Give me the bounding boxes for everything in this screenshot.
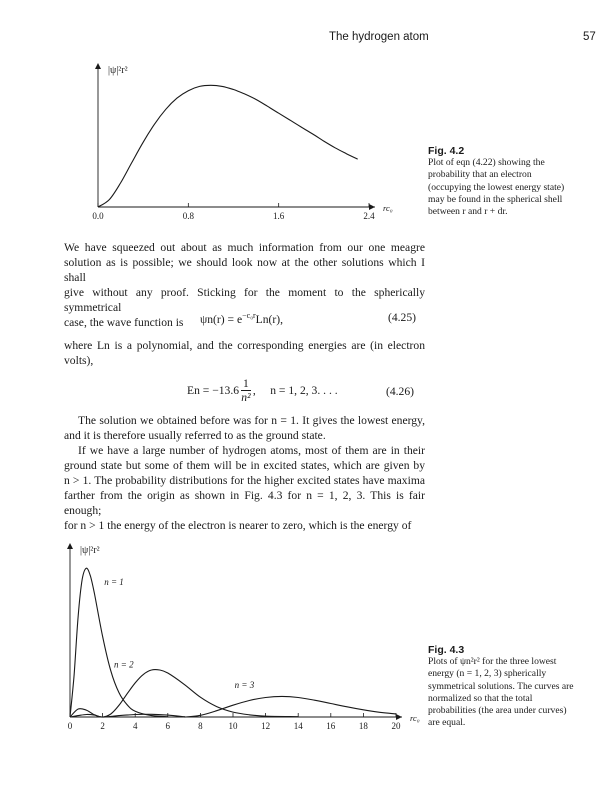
x-tick-label: 0: [67, 721, 73, 731]
x-tick-label: 10: [228, 721, 238, 731]
x-axis-label: rc₀: [383, 203, 393, 213]
figure-4-3-curves: [70, 568, 396, 717]
paragraph-line: n > 1. The probability distributions for the higher excited states have maxima: [64, 474, 425, 487]
paragraph-line: give without any proof. Sticking for the moment to the spherically symmetrical: [64, 286, 425, 314]
caption-line: are equal.: [428, 717, 466, 729]
paragraph-line: ground state but some of them will be in excited states, which are given by: [64, 459, 425, 472]
series-line-n1: [70, 568, 168, 717]
x-tick-label: 18: [358, 721, 368, 731]
equation-4-25-exponent: −c₀r: [242, 311, 256, 320]
caption-line: between r and r + dr.: [428, 206, 508, 218]
caption-line: probabilities (the area under curves): [428, 705, 567, 717]
x-tick-label: 12: [261, 721, 271, 731]
series-label: n = 1: [104, 577, 124, 587]
x-tick-label: 4: [132, 721, 138, 731]
y-axis-label: |ψ|²r²: [108, 65, 128, 76]
caption-line: Plots of ψn²r² for the three lowest: [428, 656, 557, 667]
series-label: n = 2: [114, 659, 134, 670]
equation-4-26-fraction: [241, 377, 251, 404]
caption-line: may be found in the spherical shell: [428, 193, 563, 205]
paragraph-line: The solution we obtained before was for n = 1. It gives the lowest energy,: [78, 414, 425, 427]
x-tick-label: 2.4: [363, 211, 375, 221]
figure-4-2-curves: [98, 85, 358, 207]
paragraph-line: We have squeezed out about as much information from our one meagre: [64, 241, 425, 254]
paragraph-line: for n > 1 the energy of the electron is nearer to zero, which is the energy of: [64, 519, 412, 532]
caption-line: probability that an electron: [428, 169, 532, 181]
equation-4-25-rhs: Ln(r),: [255, 312, 284, 326]
fraction-numerator: 1: [243, 377, 249, 390]
y-axis-arrow: [67, 543, 73, 549]
figure-4-3-caption: [428, 644, 608, 730]
y-axis-label: |ψ|²r²: [80, 545, 100, 556]
x-tick-label: 20: [391, 721, 401, 731]
paragraph-2: [64, 338, 425, 368]
paragraph-line: If we have a large number of hydrogen atoms, most of them are in their: [78, 444, 425, 457]
equation-4-26: [187, 377, 338, 404]
x-tick-label: 1.6: [273, 211, 285, 221]
caption-line: symmetrical solutions. The curves are: [428, 680, 574, 692]
equation-4-26-tail: , n = 1, 2, 3. . . .: [252, 384, 338, 397]
x-axis-arrow: [369, 204, 375, 210]
paragraph-line: where Ln is a polynomial, and the corresponding energies are (in electron: [64, 339, 425, 352]
equation-4-25-lhs: ψn(r) = e: [200, 312, 243, 326]
x-tick-label: 0.8: [182, 211, 194, 221]
series-line-n1: [98, 85, 358, 207]
equation-4-25-number: (4.25): [388, 311, 417, 324]
paragraph-line: farther from the origin as shown in Fig. 4.3 for n = 1, 2, 3. This is fair enough;: [64, 489, 425, 517]
x-tick-label: 16: [326, 721, 336, 731]
equation-4-26-number: (4.26): [386, 385, 415, 398]
equation-4-26-lhs: En = −13.6: [187, 384, 240, 397]
x-tick-label: 14: [293, 721, 303, 731]
fraction-denominator: n²: [241, 391, 251, 404]
figure-4-3-caption-text: [428, 656, 608, 730]
caption-line: normalized so that the total: [428, 692, 533, 704]
paragraph-line: solution as is possible; we should look now at the other solutions which I shall: [64, 256, 425, 284]
x-tick-label: 8: [198, 721, 203, 731]
figure-4-2-caption-text: [428, 157, 603, 218]
figure-4-2-caption: [428, 145, 603, 218]
figure-4-2-labels: [92, 65, 392, 221]
paragraph-line: case, the wave function is: [64, 316, 184, 329]
paragraph-3: [64, 413, 425, 443]
series-label: n = 3: [234, 680, 255, 691]
series-line-n2: [70, 670, 298, 717]
figure-4-2-caption-label: Fig. 4.2: [428, 145, 465, 157]
x-tick-label: 2: [100, 721, 105, 731]
y-axis-arrow: [95, 63, 101, 69]
figure-4-3-axes: [67, 543, 402, 720]
running-head: The hydrogen atom: [329, 31, 429, 43]
paragraph-line: volts),: [64, 354, 94, 367]
x-tick-label: 6: [165, 721, 171, 731]
paragraph-4: [64, 443, 425, 533]
page-number: 57: [583, 31, 596, 43]
figure-4-3-caption-label: Fig. 4.3: [428, 644, 465, 656]
figure-4-2-axes: [95, 63, 375, 210]
x-tick-label: 0.0: [92, 211, 104, 221]
x-axis-label: rc₀: [410, 713, 420, 723]
caption-line: energy (n = 1, 2, 3) spherically: [428, 668, 547, 680]
x-axis-arrow: [396, 714, 402, 720]
equation-4-25: [200, 311, 283, 326]
paragraph-line: and it is therefore usually referred to as the ground state.: [64, 429, 326, 442]
caption-line: Plot of eqn (4.22) showing the: [428, 157, 545, 168]
caption-line: (occupying the lowest energy state): [428, 181, 565, 193]
